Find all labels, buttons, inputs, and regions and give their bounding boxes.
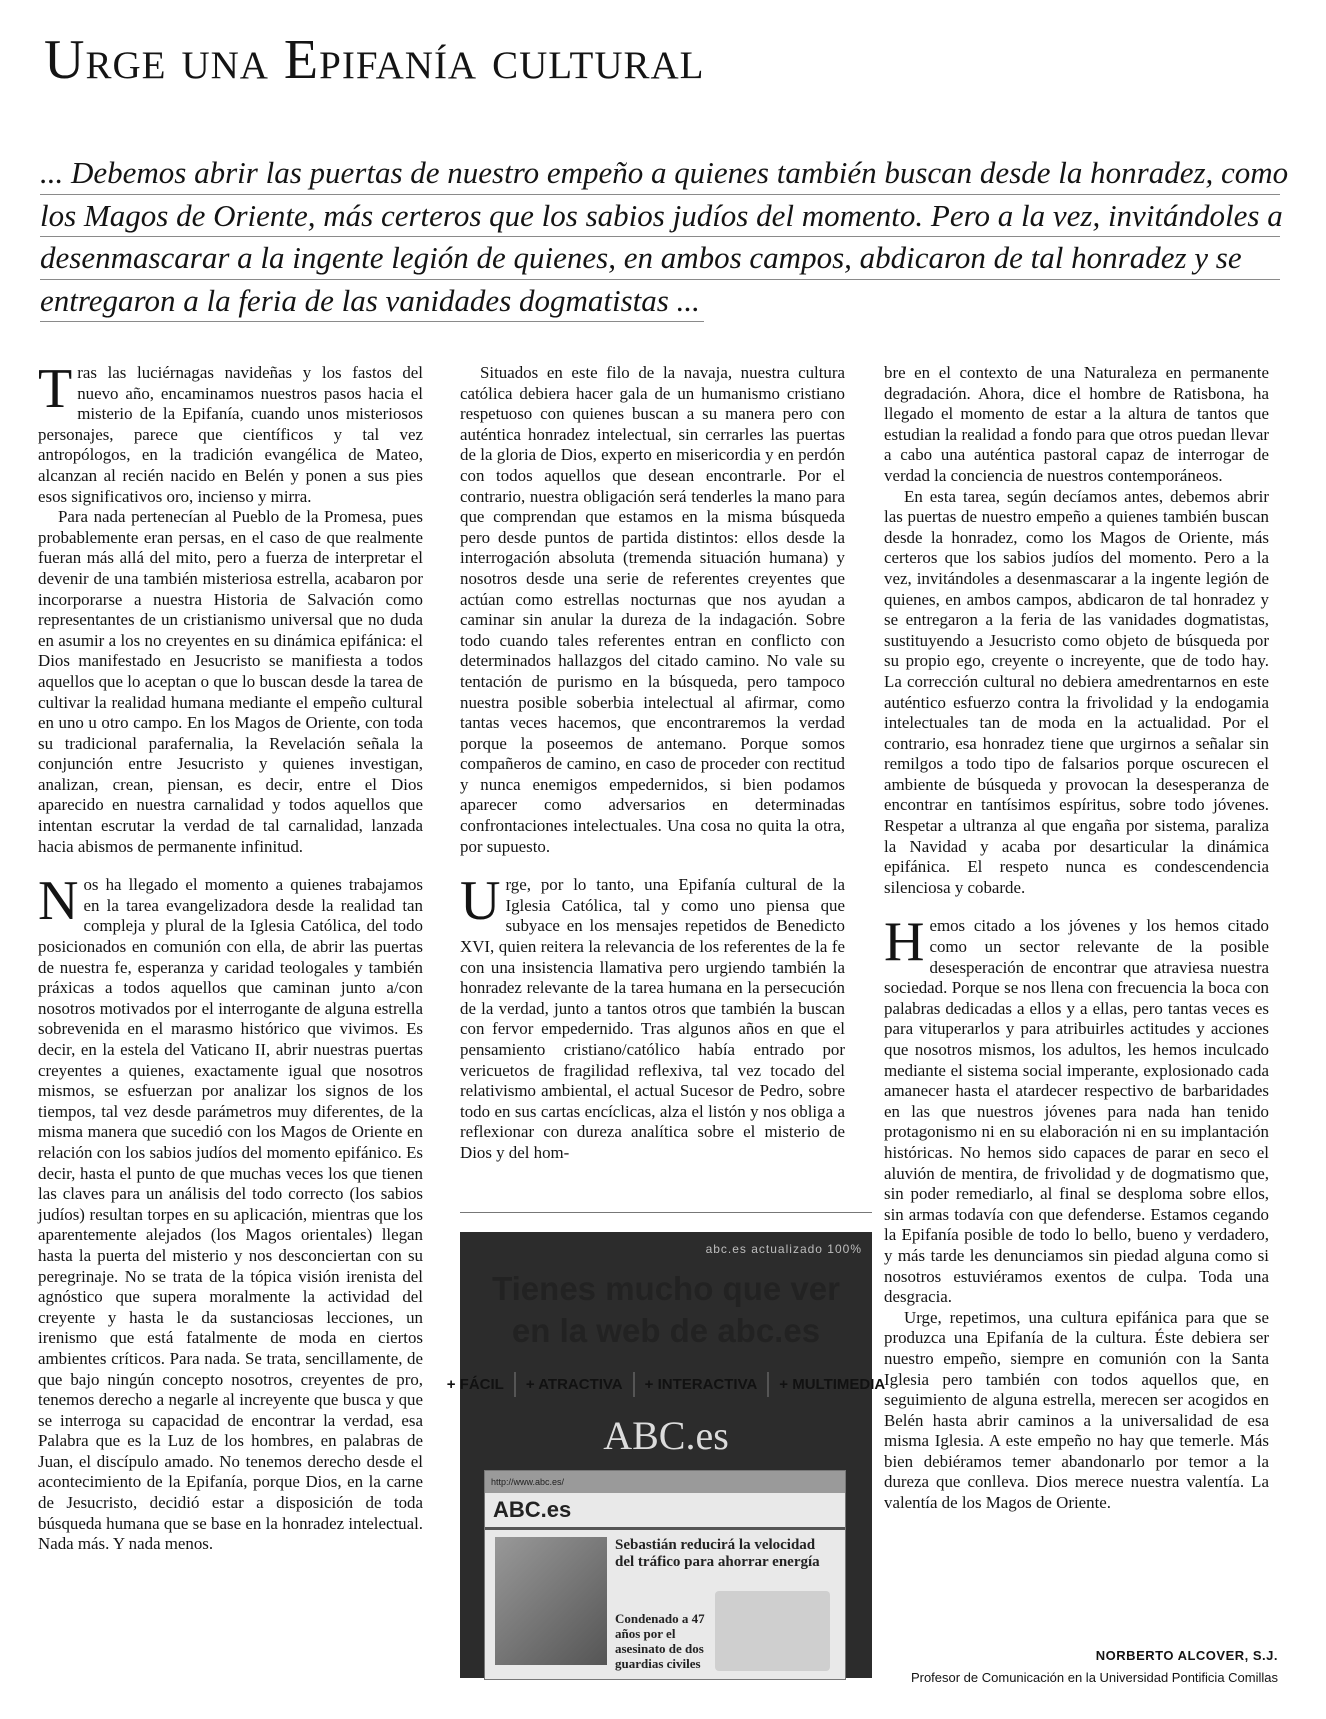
article-lede [40,152,1289,322]
ad-feature: + ATRACTIVA [516,1372,635,1397]
author-role: Profesor de Comunicación en la Universidad Pontificia Comillas [910,1670,1278,1685]
paragraph [38,870,423,1555]
article-title: Urge una Epifanía cultural [44,29,705,91]
column-3 [884,363,1269,1514]
lede-line: entregaron a la feria de las vanidades dogmatistas ... [40,280,704,323]
abc-advertisement[interactable] [446,1232,886,1678]
paragraph: En esta tarea, según decíamos antes, debemos abrir las puertas de nuestro empeño a quienes también buscan desde la honradez, como los Magos de Oriente, más certeros que los sabios judíos del momento. Pero a la vez, invitándoles a desenmascarar a la ingente legión de quienes, en ambos campos, abdicaron de tal honradez y se entregaron a la feria de las vanidades dogmatistas, sustituyendo a Jesucristo como objeto de búsqueda por su propio ego, creyente o increyente, que de todo hay. La corrección cultural no debiera amedrentarnos en este auténtico esfuerzo contra la frivolidad y la endogamia intelectuales tan de moda en la actualidad. Por el contrario, esa honradez tiene que urgirnos a señalar sin remilgos a todo tipo de falsarios porque oscurecen el ambiente de búsqueda y provocan la desesperanza de encontrar en tantísimos espíritus, sobre todo jóvenes. Respetar a ultranza al que engaña por sistema, paraliza la Navidad y acaba por desarticular la dinámica epifánica. El respeto nunca es condescendencia silenciosa y cobarde. [884,486,1269,897]
ad-feature: + INTERACTIVA [635,1372,770,1397]
lede-line: ... Debemos abrir las puertas de nuestro empeño a quienes también buscan desde la honradez, como [40,152,1280,195]
paragraph: Urge, repetimos, una cultura epifánica para que se produzca una Epifanía de la cultura. Éste debiera ser nuestro empeño, siempre en comunión con la Santa Iglesia pero también con todos aquellos que, en seguimiento de alguna estrella, merecen ser acogidos en Belén hasta abrir caminos a la universalidad de esa misma Iglesia. A este empeño no hay que temerle. Más bien debiéramos temer abandonarlo por temor a la dureza que conlleva. Dios merece nuestra valentía. La valentía de los Magos de Oriente. [884,1307,1269,1513]
paragraph-text: os ha llegado el momento a quienes trabajamos en la tarea evangelizadora desde la realidad tan compleja y plural de la Iglesia Católica, del todo posicionados en comunión con ella, de abrir las puertas de nuestra fe, esperanza y caridad teologales y también práxicas a todos aquellos que caminan junto a/con nosotros motivados por el interrogante de alguna estrella sobrevenida en el marasmo histórico que vivimos. Es decir, en la estela del Vaticano II, abrir nuestras puertas creyentes a quienes, exactamente igual que nosotros mismos, se esfuerzan por analizar los signos de los tiempos, tal vez desde parámetros muy diferentes, de la misma manera que sucedió con los Magos de Oriente en relación con los sabios judíos del momento epifánico. Es decir, hasta el punto de que muchas veces los que tienen las claves para un análisis del todo correcto (los sabios judíos) resultan torpes en su aplicación, mientras que los aparentemente alejados (los Magos orientales) llegan hasta la puerta del misterio y nos desconciertan con su peregrinaje. No se trata de la tópica visión irenista del agnóstico que supera moralmente la actividad del creyente y hasta le da sustanciosas lecciones, un irenismo que está fatalmente de moda en ciertos ambientes críticos. Para nada. Se trata, sencillamente, de que bajo ningún concepto nosotros, creyentes de pro, tenemos derecho a negarle al increyente que busca y que se interroga su capacidad de encontrar la verdad, esa Palabra que es la Luz de los hombres, en palabras de Juan, el discípulo amado. No tenemos derecho desde el acontecimiento de la Epifanía, porque Dios, en la carne de Jesucristo, decidió estar a disposición de toda búsqueda humana que se base en la honradez intelectual. Nada más. Y nada menos. [38,875,423,1554]
ad-headline [460,1268,872,1352]
paragraph [884,911,1269,1307]
ad-top-text: abc.es actualizado 100% [705,1242,862,1256]
author-name: NORBERTO ALCOVER, S.J. [1095,1648,1278,1663]
ad-features [446,1372,886,1397]
ad-headline-line: Tienes mucho que ver [492,1270,840,1307]
ad-feature: + MULTIMEDIA [779,1376,886,1393]
paragraph-text: emos citado a los jóvenes y los hemos citado como un sector relevante de la posible desesperación de encontrar que atraviesa nuestra sociedad. Porque se nos llena con frecuencia la boca con palabras dedicadas a ellos y a ellas, pero tantas veces es para vituperarlos y para atribuirles actitudes y acciones que nosotros mismos, los adultos, les hemos inculcado mediante el sistema social imperante, explosionado cada amanecer hasta el atardecer respectivo de barbaridades en las que nuestros jóvenes para nada han tenido protagonismo ni en su elaboración ni en su implantación históricas. No hemos sido capaces de parar en seco el aluvión de mentira, de frivolidad y de dogmatismo que, sin poder remediarlo, al final se desploma sobre ellos, sin armas todavía con que defenderse. Estamos cegando la Epifanía posible de todo lo bello, bueno y verdadero, y más tarde les denunciamos sin piedad alguna como si nosotros estuviéramos exentos de culpa. Toda una desgracia. [884,916,1269,1307]
ad-headline-line: en la web de abc.es [511,1312,821,1349]
paragraph: Situados en este filo de la navaja, nuestra cultura católica debiera hacer gala de un humanismo cristiano respetuoso con quienes buscan a su manera pero con auténtica honradez intelectual, sin cerrarles las puertas de la gloria de Dios, experto en misericordia y en perdón con todos aquellos que desean encontrarle. Por el contrario, nuestra obligación será tenderles la mano para que comprendan que estamos en la misma búsqueda pero desde puntos de partida distintos: ellos desde la interrogación absoluta (tremenda situación humana) y nosotros desde una serie de referentes creyentes que actúan como estrellas nocturnas que nos ayudan a caminar sin anular la dureza de la indagación. Sobre todo cuando tales referentes entran en conflicto con determinados hallazgos del citado camino. No vale su tentación de purismo en la búsqueda, pero tampoco nuestra posible soberbia intelectual al afirmar, como tantas veces hacemos, que encontraremos la verdad porque la poseemos de antemano. Porque somos compañeros de camino, en caso de proceder con rectitud y nunca enemigos empedernidos, si bien podamos aparecer como adversarios en determinadas confrontaciones intelectuales. Una cosa no quita la otra, por supuesto. [460,363,845,856]
news-photo [495,1537,607,1665]
ad-separator [460,1212,872,1213]
drop-cap: T [38,358,73,420]
column-1 [38,358,423,1555]
drop-cap: U [460,870,501,933]
news-photo [715,1591,830,1671]
site-name: ABC.es [485,1493,845,1530]
column-2 [460,363,845,1164]
browser-mockup [484,1470,846,1680]
abc-logo: ABC.es [603,1413,729,1458]
news-subheadline: Condenado a 47 años por el asesinato de dos guardias civiles [615,1611,705,1671]
paragraph-text: rge, por lo tanto, una Epifanía cultural de la Iglesia Católica, tal y como uno piensa que subyace en los mensajes repetidos de Benedicto XVI, quien reitera la relevancia de los referentes de la fe con una insistencia llamativa pero urgiendo también la honradez relevante de la tarea humana en la persecución de la verdad, junto a tantos otros que también la buscan con fervor empedernido. Tras algunos años en que el pensamiento cristiano/católico había entrado por vericuetos de fragilidad reflexiva, tal vez tocado del relativismo ambiental, el actual Sucesor de Pedro, sobre todo en sus cartas encíclicas, alza el listón y nos obliga a reflexionar con dureza analítica sobre el misterio de Dios y del hom- [460,875,845,1162]
lede-line: desenmascarar a la ingente legión de quienes, en ambos campos, abdicaron de tal honradez y se [40,237,1280,280]
paragraph: bre en el contexto de una Naturaleza en permanente degradación. Ahora, dice el hombre de Ratisbona, ha llegado el momento de estar a la altura de tantos que estudian la realidad a fondo para que otros puedan llevar a cabo una auténtica pastoral capaz de interrogar de verdad la conciencia de nuestros contemporáneos. [884,363,1269,485]
paragraph: Para nada pertenecían al Pueblo de la Promesa, pues probablemente eran persas, en el caso de que realmente fueran más allá del mito, pero a fuerza de interpretar el devenir de una también misteriosa estrella, acabaron por incorporarse a nuestra Historia de Salvación como representantes de un cristianismo universal que no duda en asumir a los no creyentes en su dinámica epifánica: el Dios manifestado en Jesucristo se manifiesta a todos aquellos que lo aceptan o que lo buscan desde la tarea de cultivar la realidad humana mediante el empeño cultural en uno u otro campo. En los Magos de Oriente, con toda su tradicional parafernalia, la Revelación señala la conjunción entre Jesucristo y quienes investigan, analizan, crean, piensan, es decir, entre el Dios aparecido en nuestra carnalidad y todos aquellos que intentan escrutar la verdad de tal carnalidad, lanzada hacia abismos de permanente infinitud. [38,507,423,856]
paragraph-text: ras las luciérnagas navideñas y los fastos del nuevo año, encaminamos nuestros pasos hacia el misterio de la Epifanía, cuando unos misteriosos personajes, parece que científicos y tal vez antropólogos, en la tradición evangélica de Mateo, alcanzan al recién nacido en Belén y ponen a sus pies esos significativos oro, incienso y mirra. [38,363,423,506]
browser-address-bar: http://www.abc.es/ [485,1471,845,1493]
drop-cap: N [38,870,79,933]
paragraph [460,870,845,1163]
news-headline: Sebastián reducirá la velocidad del tráfico para ahorrar energía [615,1537,820,1570]
lede-line: los Magos de Oriente, más certeros que los sabios judíos del momento. Pero a la vez, invitándoles a [40,195,1280,238]
paragraph [38,358,423,507]
drop-cap: H [884,911,925,974]
ad-feature: + FÁCIL [437,1372,516,1397]
